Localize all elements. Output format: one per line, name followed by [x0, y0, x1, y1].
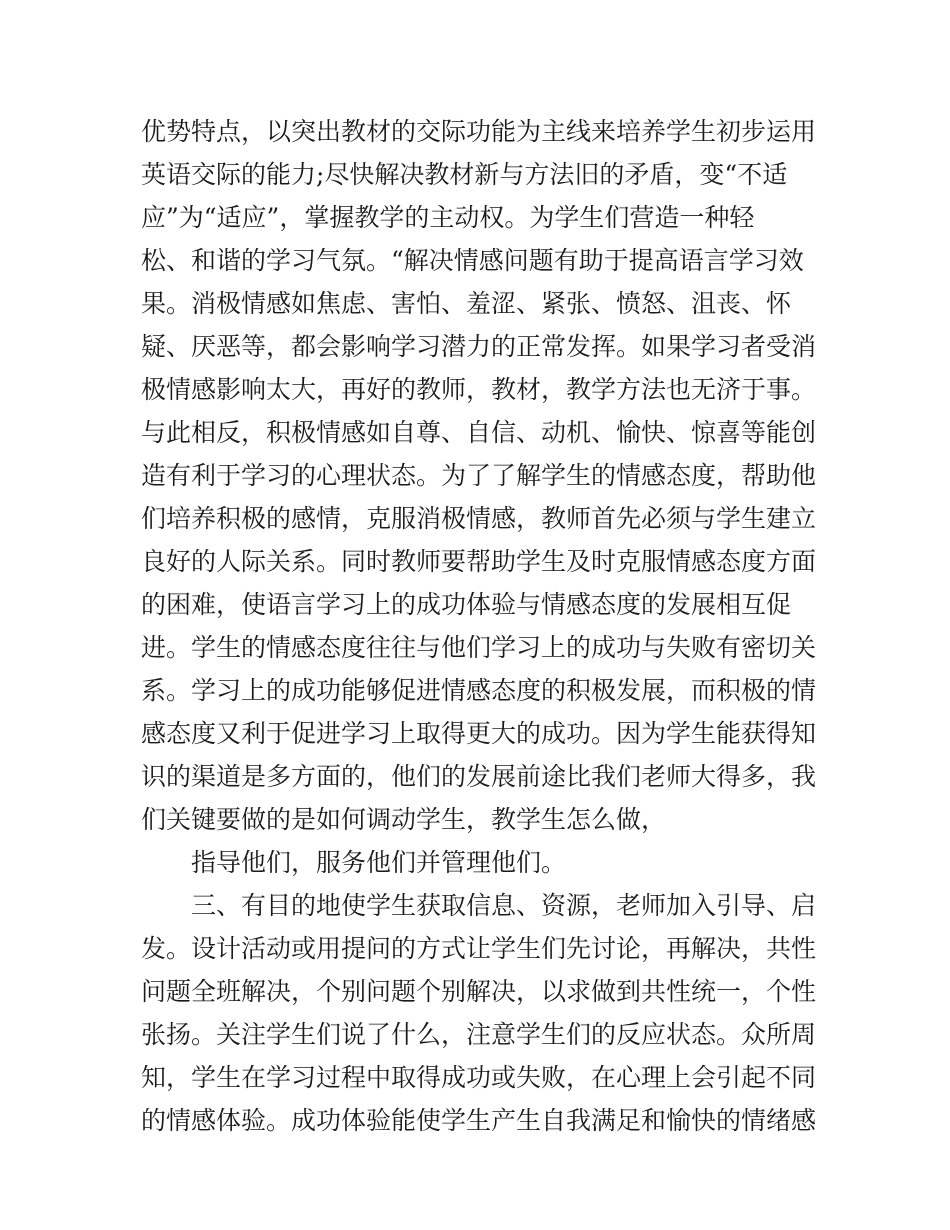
text-line: 疑、厌恶等，都会影响学习潜力的正常发挥。如果学习者受消	[141, 332, 817, 361]
text-line: 知，学生在学习过程中取得成功或失败，在心理上会引起不同	[141, 1063, 817, 1092]
text-line: 识的渠道是多方面的，他们的发展前途比我们老师大得多，我	[141, 762, 817, 791]
text-line: 造有利于学习的心理状态。为了了解学生的情感态度，帮助他	[141, 461, 817, 490]
text-line: 松、和谐的学习气氛。“解决情感问题有助于提高语言学习效	[141, 246, 804, 275]
paragraph-start-line: 三、有目的地使学生获取信息、资源，老师加入引导、启	[191, 891, 817, 920]
text-line: 果。消极情感如焦虑、害怕、羞涩、紧张、愤怒、沮丧、怀	[141, 289, 792, 318]
document-body	[141, 110, 821, 1142]
text-line: 张扬。关注学生们说了什么，注意学生们的反应状态。众所周	[141, 1020, 817, 1049]
text-line: 进。学生的情感态度往往与他们学习上的成功与失败有密切关	[141, 633, 817, 662]
text-line: 英语交际的能力;尽快解决教材新与方法旧的矛盾，变“不适	[141, 160, 788, 189]
text-line: 良好的人际关系。同时教师要帮助学生及时克服情感态度方面	[141, 547, 817, 576]
text-line: 们培养积极的感情，克服消极情感，教师首先必须与学生建立	[141, 504, 817, 533]
text-line: 的情感体验。成功体验能使学生产生自我满足和愉快的情绪感	[141, 1106, 817, 1135]
text-line: 极情感影响太大，再好的教师，教材，教学方法也无济于事。	[141, 375, 817, 404]
text-line: 与此相反，积极情感如自尊、自信、动机、愉快、惊喜等能创	[141, 418, 817, 447]
text-line: 问题全班解决，个别问题个别解决，以求做到共性统一，个性	[141, 977, 817, 1006]
paragraph-start-line: 指导他们，服务他们并管理他们。	[191, 848, 567, 877]
text-line: 发。设计活动或用提问的方式让学生们先讨论，再解决，共性	[141, 934, 817, 963]
text-line: 应”为“适应”，掌握教学的主动权。为学生们营造一种轻	[141, 203, 755, 232]
text-line: 们关键要做的是如何调动学生，教学生怎么做，	[141, 805, 667, 834]
text-line: 感态度又利于促进学习上取得更大的成功。因为学生能获得知	[141, 719, 817, 748]
text-line: 的困难，使语言学习上的成功体验与情感态度的发展相互促	[141, 590, 792, 619]
text-line: 系。学习上的成功能够促进情感态度的积极发展，而积极的情	[141, 676, 817, 705]
text-line: 优势特点，以突出教材的交际功能为主线来培养学生初步运用	[141, 117, 817, 146]
